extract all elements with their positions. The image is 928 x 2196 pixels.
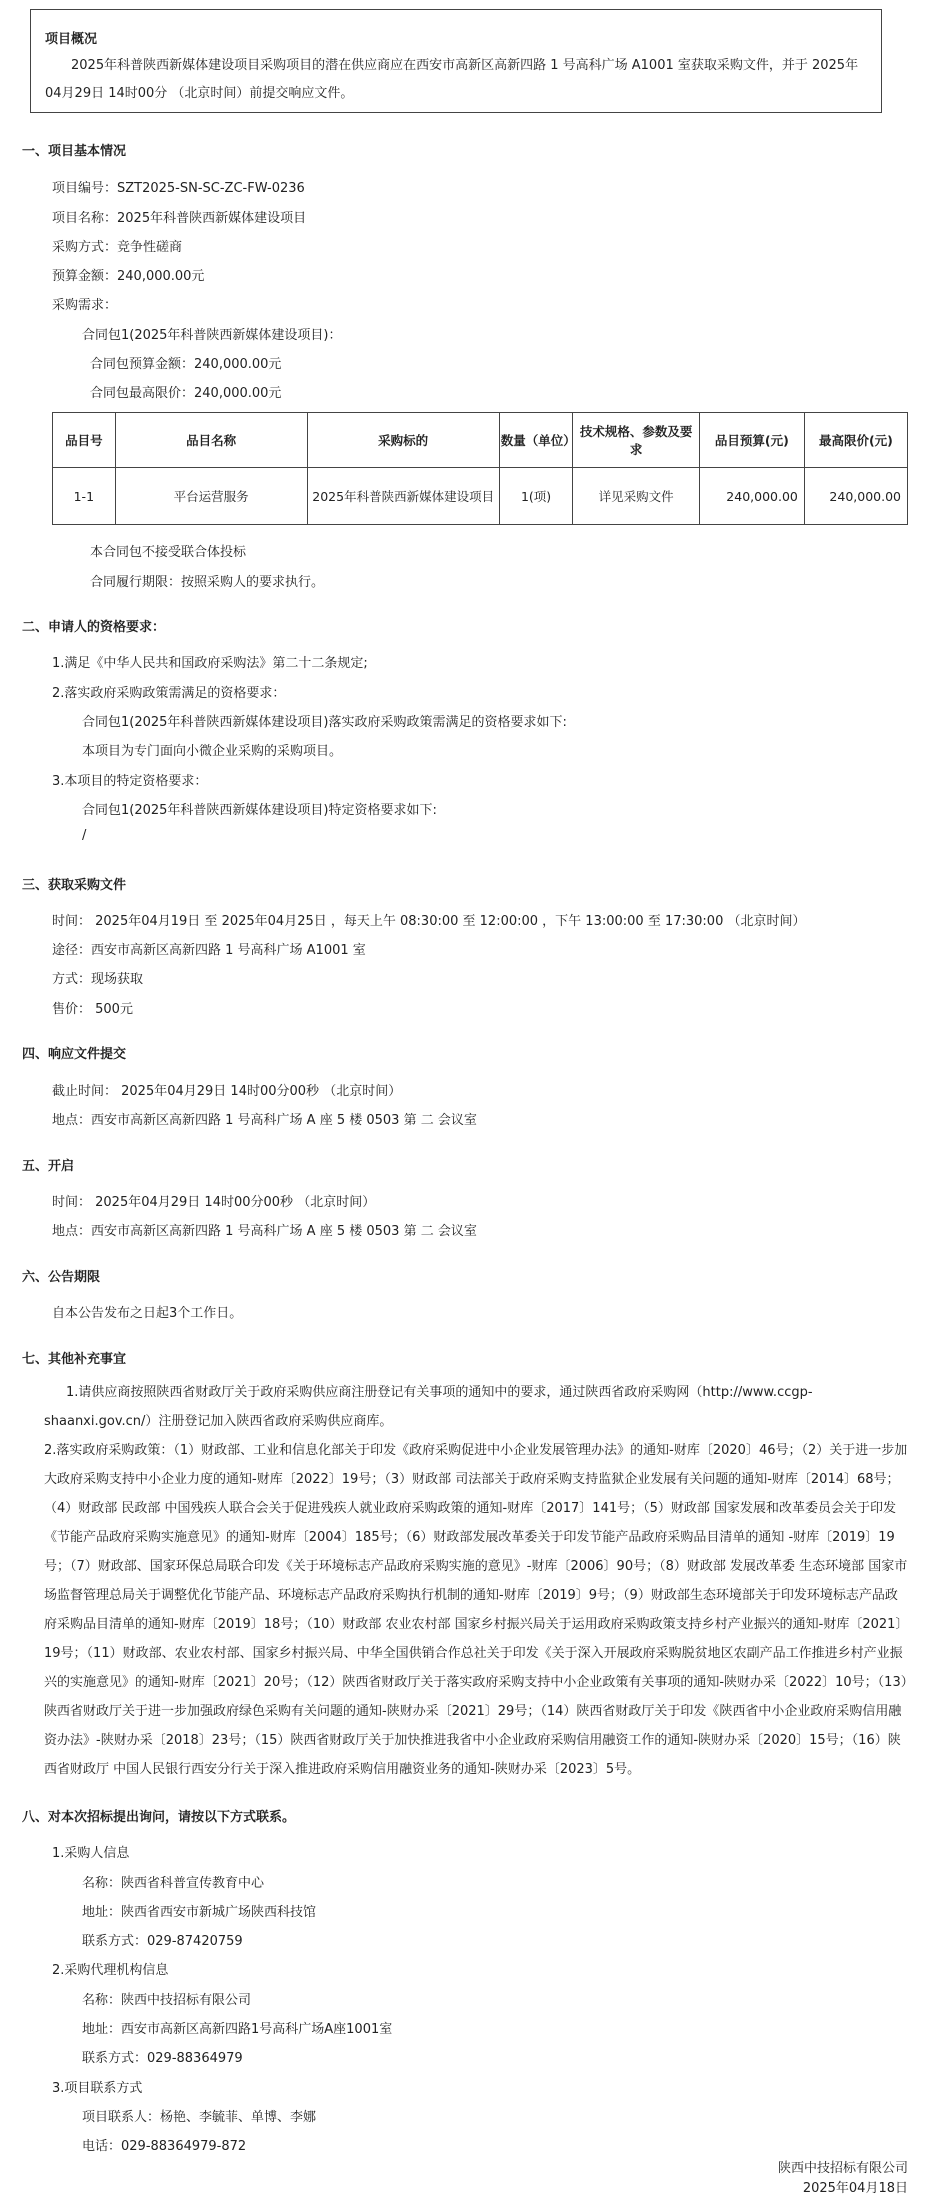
table-header: 技术规格、参数及要求 bbox=[573, 413, 699, 468]
section-8-heading: 八、对本次招标提出询问，请按以下方式联系。 bbox=[22, 1810, 296, 1825]
contract-period: 合同履行期限：按照采购人的要求执行。 bbox=[90, 575, 325, 590]
table-cell: 1-1 bbox=[53, 468, 116, 525]
table-cell: 240,000.00 bbox=[699, 468, 804, 525]
section-5-heading: 五、开启 bbox=[22, 1159, 75, 1174]
buyer-phone: 联系方式：029-87420759 bbox=[82, 1934, 243, 1949]
qualification-2-detail: 合同包1(2025年科普陕西新媒体建设项目)落实政府采购政策需满足的资格要求如下: bbox=[82, 715, 567, 730]
agency-phone: 联系方式：029-88364979 bbox=[82, 2051, 243, 2066]
table-cell: 2025年科普陕西新媒体建设项目 bbox=[307, 468, 499, 525]
contact-people: 项目联系人：杨艳、李毓菲、单博、李娜 bbox=[82, 2110, 317, 2125]
overview-title: 项目概况 bbox=[45, 32, 98, 47]
budget-amount: 预算金额：240,000.00元 bbox=[52, 269, 205, 284]
table-row bbox=[53, 468, 908, 525]
consortium-note: 本合同包不接受联合体投标 bbox=[90, 545, 247, 560]
buyer-address: 地址：陕西省西安市新城广场陕西科技馆 bbox=[82, 1905, 317, 1920]
supplement-policies: 2.落实政府采购政策：（1）财政部、工业和信息化部关于印发《政府采购促进中小企业发展管理办法》的通知-财库〔2020〕46号；（2）关于进一步加大政府采购支持中小企业力度的通知-财库〔2022〕19号；（3）财政部 司法部关于政府采购支持监狱企业发展有关问题的通知-财库〔2014〕68号；（4）财政部 民政部 中国残疾人联合会关于促进残疾人就业政府采购政策的通知-财库〔2017〕141号；（5）财政部 国家发展和改革委员会关于印发《节能产品政府采购实施意见》的通知-财库〔2004〕185号；（6）财政部发展改革委关于印发节能产品政府采购品目清单的通知 -财库〔2019〕19号；（7）财政部、国家环保总局联合印发《关于环境标志产品政府采购实施的意见》-财库〔2006〕90号；（8）财政部 发展改革委 生态环境部 国家市场监督管理总局关于调整优化节能产品、环境标志产品政府采购执行机制的通知-财库〔2019〕9号；（9）财政部生态环境部关于印发环境标志产品政府采购品目清单的通知-财库〔2019〕18号；（10）财政部 农业农村部 国家乡村振兴局关于运用政府采购政策支持乡村产业振兴的通知-财库〔2021〕19号；（11）财政部、农业农村部、国家乡村振兴局、中华全国供销合作总社关于印发《关于深入开展政府采购脱贫地区农副产品工作推进乡村产业振兴的实施意见》的通知-财库〔2021〕20号；（12）陕西省财政厅关于落实政府采购支持中小企业政策有关事项的通知-陕财办采〔2022〕10号；（13）陕西省财政厅关于进一步加强政府绿色采购有关问题的通知-陕财办采〔2021〕29号；（14）陕西省财政厅关于印发《陕西省中小企业政府采购信用融资办法》-陕财办采〔2018〕23号；（15）陕西省财政厅关于加快推进我省中小企业政府采购信用融资工作的通知-陕财办采〔2020〕15号；（16）陕西省财政厅 中国人民银行西安分行关于深入推进政府采购信用融资业务的通知-陕财办采〔2023〕5号。 bbox=[44, 1443, 909, 1777]
opening-place: 地点：西安市高新区高新四路 1 号高科广场 A 座 5 楼 0503 第 二 会议室 bbox=[52, 1224, 477, 1239]
procurement-demand: 采购需求： bbox=[52, 298, 118, 313]
submission-place: 地点：西安市高新区高新四路 1 号高科广场 A 座 5 楼 0503 第 二 会议室 bbox=[52, 1113, 477, 1128]
submission-deadline: 截止时间： 2025年04月29日 14时00分00秒 （北京时间） bbox=[52, 1084, 402, 1099]
section-2-heading: 二、申请人的资格要求： bbox=[22, 620, 166, 635]
qualification-3: 3.本项目的特定资格要求： bbox=[52, 774, 208, 789]
qualification-2: 2.落实政府采购政策需满足的资格要求： bbox=[52, 686, 286, 701]
document-price: 售价： 500元 bbox=[52, 1002, 133, 1017]
contact-phone: 电话：029-88364979-872 bbox=[82, 2139, 247, 2154]
document-way: 方式：现场获取 bbox=[52, 972, 144, 987]
project-number: 项目编号：SZT2025-SN-SC-ZC-FW-0236 bbox=[52, 181, 305, 196]
section-4-heading: 四、响应文件提交 bbox=[22, 1047, 127, 1062]
agency-name: 名称：陕西中技招标有限公司 bbox=[82, 1993, 252, 2008]
procurement-method: 采购方式：竞争性磋商 bbox=[52, 240, 183, 255]
table-header: 品目名称 bbox=[115, 413, 307, 468]
contact-heading: 3.项目联系方式 bbox=[52, 2081, 143, 2096]
table-cell: 240,000.00 bbox=[804, 468, 907, 525]
table-header: 品目预算(元) bbox=[699, 413, 804, 468]
buyer-info-heading: 1.采购人信息 bbox=[52, 1846, 130, 1861]
package-budget: 合同包预算金额：240,000.00元 bbox=[90, 357, 282, 372]
agency-info-heading: 2.采购代理机构信息 bbox=[52, 1963, 169, 1978]
project-name: 项目名称：2025年科普陕西新媒体建设项目 bbox=[52, 211, 307, 226]
table-cell: 详见采购文件 bbox=[573, 468, 699, 525]
overview-box bbox=[30, 9, 882, 113]
section-7-heading: 七、其他补充事宜 bbox=[22, 1352, 127, 1367]
table-header-row bbox=[53, 413, 908, 468]
buyer-name: 名称：陕西省科普宣传教育中心 bbox=[82, 1876, 265, 1891]
section-6-heading: 六、公告期限 bbox=[22, 1270, 101, 1285]
agency-address: 地址：西安市高新区高新四路1号高科广场A座1001室 bbox=[82, 2022, 393, 2037]
table-cell: 1(项) bbox=[499, 468, 573, 525]
table-header: 品目号 bbox=[53, 413, 116, 468]
supplement-registration: 1.请供应商按照陕西省财政厅关于政府采购供应商注册登记有关事项的通知中的要求，通过陕西省政府采购网（http://www.ccgp-shaanxi.gov.cn/）注册登记加入陕西省政府采购供应商库。 bbox=[44, 1385, 813, 1429]
qualification-3-note: / bbox=[82, 828, 87, 843]
table-cell: 平台运营服务 bbox=[115, 468, 307, 525]
section-3-heading: 三、获取采购文件 bbox=[22, 878, 127, 893]
table-header: 数量（单位） bbox=[499, 413, 573, 468]
section-1-heading: 一、项目基本情况 bbox=[22, 144, 127, 159]
items-table bbox=[52, 412, 908, 525]
document-time: 时间： 2025年04月19日 至 2025年04月25日 ，每天上午 08:30:00 至 12:00:00 ，下午 13:00:00 至 17:30:00 （北京时间） bbox=[52, 914, 806, 929]
footer-date: 2025年04月18日 bbox=[802, 2181, 908, 2196]
table-header: 最高限价(元) bbox=[804, 413, 907, 468]
qualification-1: 1.满足《中华人民共和国政府采购法》第二十二条规定; bbox=[52, 656, 368, 671]
opening-time: 时间： 2025年04月29日 14时00分00秒 （北京时间） bbox=[52, 1195, 376, 1210]
qualification-3-detail: 合同包1(2025年科普陕西新媒体建设项目)特定资格要求如下: bbox=[82, 803, 437, 818]
contract-package: 合同包1(2025年科普陕西新媒体建设项目)： bbox=[82, 328, 342, 343]
footer-company: 陕西中技招标有限公司 bbox=[777, 2161, 908, 2176]
qualification-2-note: 本项目为专门面向小微企业采购的采购项目。 bbox=[82, 744, 343, 759]
table-header: 采购标的 bbox=[307, 413, 499, 468]
package-max-price: 合同包最高限价：240,000.00元 bbox=[90, 386, 282, 401]
notice-period: 自本公告发布之日起3个工作日。 bbox=[52, 1306, 243, 1321]
document-place: 途径：西安市高新区高新四路 1 号高科广场 A1001 室 bbox=[52, 943, 366, 958]
overview-text: 2025年科普陕西新媒体建设项目采购项目的潜在供应商应在西安市高新区高新四路 1 号高科广场 A1001 室获取采购文件，并于 2025年04月29日 14时00分 （北京时间）前提交响应文件。 bbox=[45, 58, 859, 101]
